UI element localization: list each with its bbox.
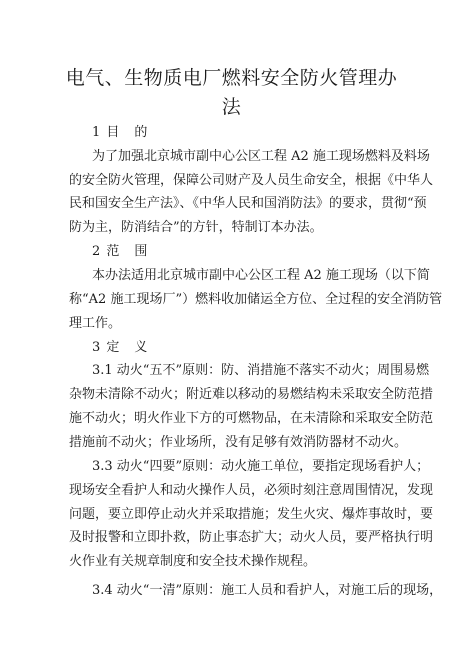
section-2-line: 本办法适用北京城市副中心公区工程 A2 施工现场（以下简 — [92, 268, 430, 283]
section-2-heading: 2 范 围 — [92, 244, 149, 259]
section-2-line: 理工作。 — [69, 316, 122, 331]
section-1-line: 的安全防火管理，保障公司财产及人员生命安全，根据《中华人 — [69, 173, 434, 188]
section-3-1-line: 杂物未清除不动火；附近难以移动的易燃结构未采取安全防范措 — [69, 387, 434, 402]
section-3-3-line: 现场安全看护人和动火操作人员，必须时刻注意周围情况，发现 — [69, 483, 434, 498]
section-3-3-line: 问题，要立即停止动火并采取措施；发生火灾、爆炸事故时，要 — [69, 507, 434, 522]
section-3-3-line: 火作业有关规章制度和安全技术操作规程。 — [69, 554, 317, 569]
section-2-line: 称“A2 施工现场厂”）燃料收加储运全方位、全过程的安全消防管 — [69, 292, 443, 307]
section-1-heading: 1 目 的 — [92, 125, 149, 140]
document-title-line-2: 法 — [221, 96, 242, 118]
section-3-1-line: 3.1 动火“五不”原则：防、消措施不落实不动火；周围易燃 — [92, 363, 430, 378]
section-1-line: 为了加强北京城市副中心公区工程 A2 施工现场燃料及料场 — [92, 149, 430, 164]
section-3-3-line: 3.3 动火“四要”原则：动火施工单位，要指定现场看护人； — [92, 459, 430, 474]
section-3-4-line: 3.4 动火“一清”原则：施工人员和看护人，对施工后的现场， — [92, 583, 443, 598]
section-3-1-line: 措施前不动火；作业场所，没有足够有效消防器材不动火。 — [69, 435, 408, 450]
document-title-line-1: 电气、生物质电厂燃料安全防火管理办 — [65, 67, 398, 89]
section-1-line: 民和国安全生产法》、《中华人民和国消防法》的要求，贯彻“预 — [69, 196, 427, 211]
section-1-line: 防为主，防消结合”的方针，特制订本办法。 — [69, 220, 323, 235]
section-3-heading: 3 定 义 — [92, 340, 149, 355]
section-3-3-line: 及时报警和立即扑救，防止事态扩大；动火人员，要严格执行明 — [69, 530, 434, 545]
section-3-1-line: 施不动火；明火作业下方的可燃物品，在未清除和采取安全防范 — [69, 411, 434, 426]
